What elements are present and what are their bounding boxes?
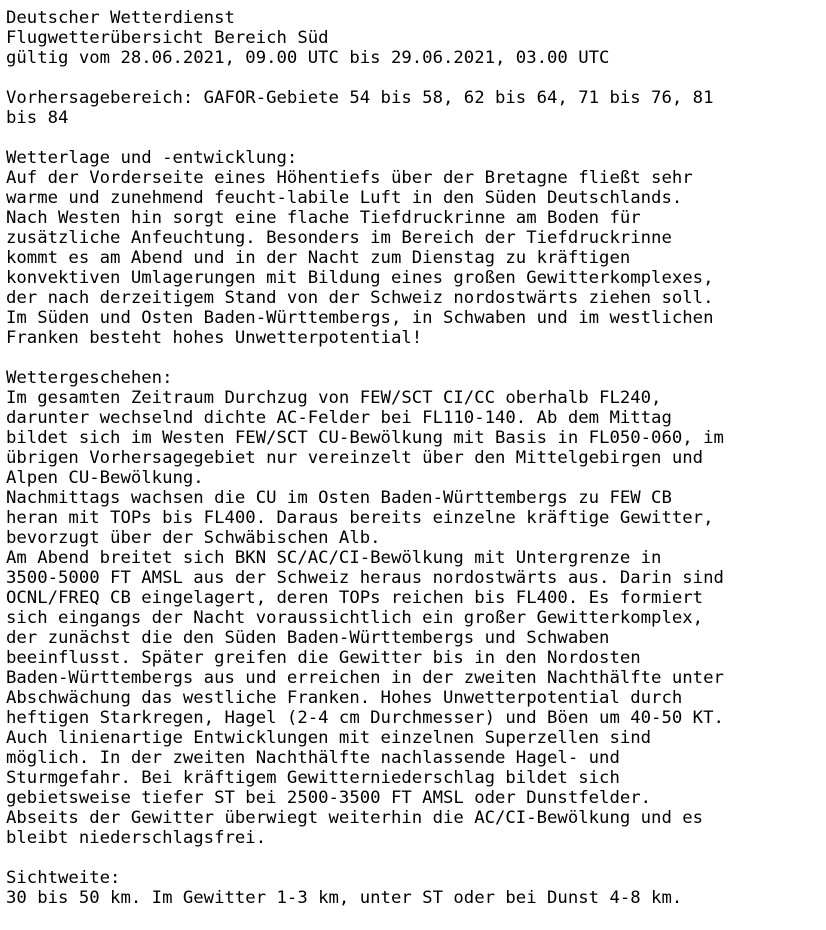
situation-line: Nach Westen hin sorgt eine flache Tiefdruckrinne am Boden für	[6, 208, 641, 228]
weather-line: bevorzugt über der Schwäbischen Alb.	[6, 528, 381, 548]
situation-line: Im Süden und Osten Baden-Württembergs, in Schwaben und im westlichen	[6, 308, 714, 328]
weather-line: übrigen Vorhersagegebiet nur vereinzelt über den Mittelgebirgen und	[6, 448, 704, 468]
situation-line: kommt es am Abend und in der Nacht zum Dienstag zu kräftigen	[6, 248, 631, 268]
weather-line: darunter wechselnd dichte AC-Felder bei FL110-140. Ab dem Mittag	[6, 408, 672, 428]
situation-line: Franken besteht hohes Unwetterpotential!	[6, 328, 423, 348]
weather-line: der zunächst die den Süden Baden-Württembergs und Schwaben	[6, 628, 610, 648]
visibility-line: 30 bis 50 km. Im Gewitter 1-3 km, unter ST oder bei Dunst 4-8 km.	[6, 888, 683, 908]
weather-line: sich eingangs der Nacht voraussichtlich ein großer Gewitterkomplex,	[6, 608, 704, 628]
weather-line: Sturmgefahr. Bei kräftigem Gewitterniederschlag bildet sich	[6, 768, 620, 788]
situation-line: warme und zunehmend feucht-labile Luft in den Süden Deutschlands.	[6, 188, 683, 208]
weather-line: Abseits der Gewitter überwiegt weiterhin die AC/CI-Bewölkung und es	[6, 808, 704, 828]
situation-body	[6, 168, 822, 348]
spacer	[6, 68, 822, 88]
weather-line: Im gesamten Zeitraum Durchzug von FEW/SCT CI/CC oberhalb FL240,	[6, 388, 662, 408]
forecast-area-line: Vorhersagebereich: GAFOR-Gebiete 54 bis 58, 62 bis 64, 71 bis 76, 81	[6, 88, 714, 108]
visibility-heading: Sichtweite:	[6, 868, 121, 888]
issuer-line: Deutscher Wetterdienst	[6, 8, 235, 28]
weather-line: beeinflusst. Später greifen die Gewitter bis in den Nordosten	[6, 648, 641, 668]
weather-line: gebietsweise tiefer ST bei 2500-3500 FT AMSL oder Dunstfelder.	[6, 788, 652, 808]
spacer	[6, 848, 822, 868]
weather-line: Auch linienartige Entwicklungen mit einzelnen Superzellen sind	[6, 728, 652, 748]
situation-line: zusätzliche Anfeuchtung. Besonders im Bereich der Tiefdruckrinne	[6, 228, 672, 248]
weather-line: Nachmittags wachsen die CU im Osten Baden-Württembergs zu FEW CB	[6, 488, 672, 508]
weather-line: heran mit TOPs bis FL400. Daraus bereits einzelne kräftige Gewitter,	[6, 508, 714, 528]
weather-line: Abschwächung das westliche Franken. Hohes Unwetterpotential durch	[6, 688, 683, 708]
situation-line: Auf der Vorderseite eines Höhentiefs über der Bretagne fließt sehr	[6, 168, 693, 188]
weather-body	[6, 388, 822, 848]
validity-line: gültig vom 28.06.2021, 09.00 UTC bis 29.06.2021, 03.00 UTC	[6, 48, 610, 68]
spacer	[6, 128, 822, 148]
spacer	[6, 348, 822, 368]
document-title: Flugwetterübersicht Bereich Süd	[6, 28, 329, 48]
weather-line: Baden-Württembergs aus und erreichen in der zweiten Nachthälfte unter	[6, 668, 724, 688]
forecast-document	[6, 8, 822, 908]
weather-line: OCNL/FREQ CB eingelagert, deren TOPs reichen bis FL400. Es formiert	[6, 588, 704, 608]
weather-line: möglich. In der zweiten Nachthälfte nachlassende Hagel- und	[6, 748, 620, 768]
weather-line: bildet sich im Westen FEW/SCT CU-Bewölkung mit Basis in FL050-060, im	[6, 428, 724, 448]
weather-line: bleibt niederschlagsfrei.	[6, 828, 267, 848]
forecast-area-line: bis 84	[6, 108, 69, 128]
situation-heading: Wetterlage und -entwicklung:	[6, 148, 298, 168]
weather-line: Am Abend breitet sich BKN SC/AC/CI-Bewölkung mit Untergrenze in	[6, 548, 662, 568]
situation-line: der nach derzeitigem Stand von der Schweiz nordostwärts ziehen soll.	[6, 288, 714, 308]
weather-line: heftigen Starkregen, Hagel (2-4 cm Durchmesser) und Böen um 40-50 KT.	[6, 708, 724, 728]
weather-line: Alpen CU-Bewölkung.	[6, 468, 204, 488]
weather-heading: Wettergeschehen:	[6, 368, 173, 388]
situation-line: konvektiven Umlagerungen mit Bildung eines großen Gewitterkomplexes,	[6, 268, 714, 288]
weather-line: 3500-5000 FT AMSL aus der Schweiz heraus nordostwärts aus. Darin sind	[6, 568, 724, 588]
